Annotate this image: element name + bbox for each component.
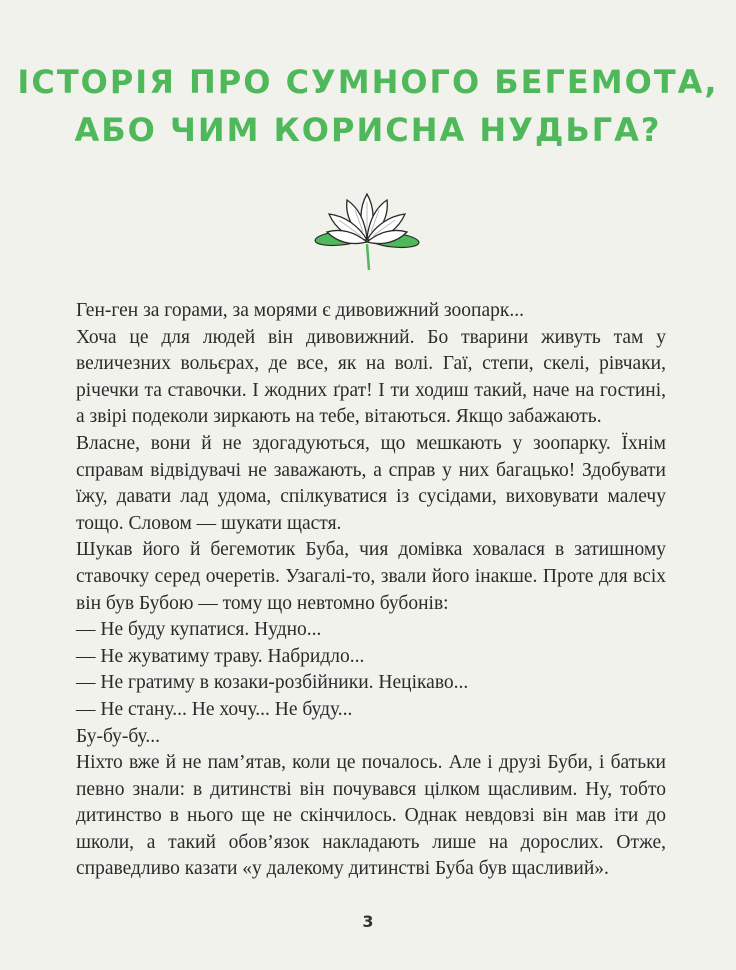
story-text [76,298,666,883]
paragraph-bububu: Бу-бу-бу... [76,725,160,747]
dialogue-line-3: — Не гратиму в козаки-розбійники. Нецікаво... [76,672,469,694]
chapter-title-line-1: ІСТОРІЯ ПРО СУМНОГО БЕГЕМОТА, [17,63,719,101]
paragraph-buba: Шукав його й бегемотик Буба, чия домівка ховалася в затишному ставочку серед очеретів. Узагалі-то, звали його інакше. Проте для всіх він був Бубою — тому що невтомно бубонів: [76,539,666,614]
paragraph-intro: Ген-ген за горами, за морями є дивовижний зоопарк... [76,300,524,321]
dialogue-line-2: — Не жуватиму траву. Набридло... [76,645,365,667]
chapter-title-line-2: АБО ЧИМ КОРИСНА НУДЬГА? [74,111,662,149]
paragraph-childhood: Ніхто вже й не пам’ятав, коли це почалось. Але і друзі Буби, і батьки певно знали: в дитинстві він почувався цілком щасливим. Ну, тобто дитинство в нього ще не скінчилось. Однак невдовзі він мав іти до школи, а такий обов’язок накладають лише на дорослих. Отже, справедливо казати «у далекому дитинстві Буба був щасливий». [76,752,666,880]
paragraph-zoo: Хоча це для людей він дивовижний. Бо тварини живуть там у величезних вольєрах, де все, як на волі. Гаї, степи, скелі, рівчаки, річечки та ставочки. І жодних ґрат! І ти ходиш такий, наче на гостині, а звірі подеколи зиркають на тебе, вітаються. Якщо забажають. [76,326,666,428]
lotus-icon [311,186,423,272]
dialogue-line-1: — Не буду купатися. Нудно... [76,619,322,641]
chapter-title [0,58,736,154]
dialogue-line-4: — Не стану... Не хочу... Не буду... [76,698,353,720]
paragraph-animals: Власне, вони й не здогадуються, що мешкають у зоопарку. Їхнім справам відвідувачі не заважають, а справ у них багацько! Здобувати їжу, давати лад удома, спілкуватися із сусідами, виховувати малечу тощо. Словом — шукати щастя. [76,432,666,534]
page-number: 3 [362,912,374,931]
